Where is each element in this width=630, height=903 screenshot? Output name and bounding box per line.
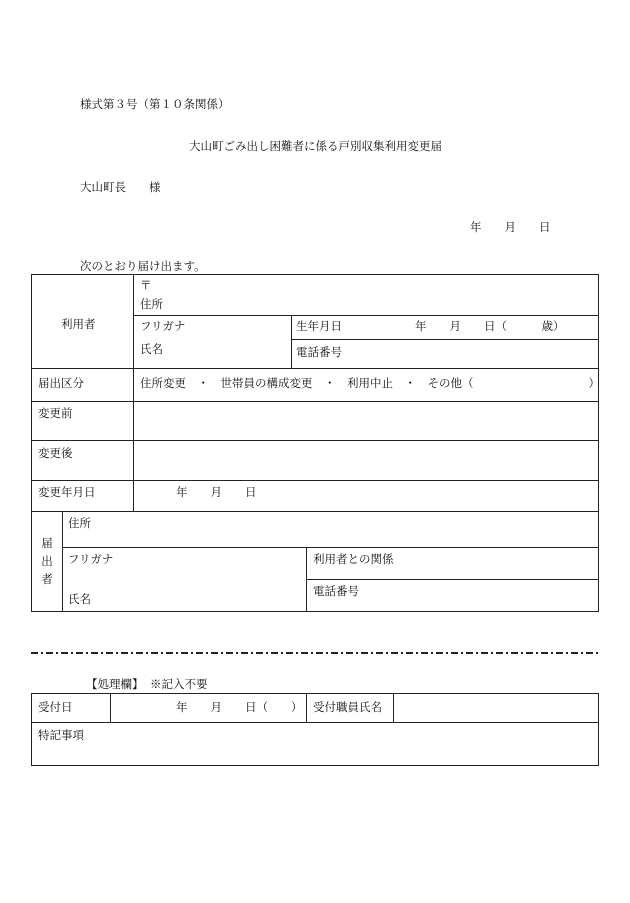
furigana-label: フリガナ [140, 319, 186, 333]
received-date-label: 受付日 [38, 700, 73, 714]
notifier-name-label: 氏名 [68, 592, 91, 606]
remarks-label: 特記事項 [38, 728, 84, 742]
before-label: 変更前 [38, 406, 73, 420]
change-date-value: 年 月 日 [176, 485, 257, 499]
office-section-label: 【処理欄】 [86, 677, 144, 691]
postal-mark: 〒 [140, 278, 152, 292]
staff-label: 受付職員氏名 [313, 700, 382, 714]
notifier-furigana-label: フリガナ [68, 552, 114, 566]
name-label: 氏名 [140, 342, 163, 356]
notifier-phone-label: 電話番号 [313, 584, 359, 598]
addressee: 大山町長 様 [80, 180, 161, 194]
birthdate-label: 生年月日 [296, 319, 342, 333]
change-date-label: 変更年月日 [38, 485, 96, 499]
office-note: ※記入不要 [150, 677, 208, 691]
page-title: 大山町ごみ出し困難者に係る戸別収集利用変更届 [189, 139, 442, 153]
intro-text: 次のとおり届け出ます。 [80, 259, 206, 273]
birthdate-value: 年 月 日（ 歳） [415, 319, 565, 333]
user-label: 利用者 [61, 317, 96, 331]
form-number: 様式第３号（第１０条関係） [80, 97, 230, 111]
received-date-value: 年 月 日（ ） [176, 700, 303, 714]
address-label: 住所 [140, 297, 163, 311]
submission-date: 年 月 日 [470, 220, 551, 234]
category-options: 住所変更 ・ 世帯員の構成変更 ・ 利用中止 ・ その他（ ） [140, 376, 600, 390]
cut-line [31, 652, 599, 654]
category-label: 届出区分 [38, 376, 84, 390]
notifier-label: 届出者 [41, 536, 53, 586]
relation-label: 利用者との関係 [313, 552, 394, 566]
notifier-address-label: 住所 [68, 516, 91, 530]
phone-label: 電話番号 [296, 345, 342, 359]
after-label: 変更後 [38, 446, 73, 460]
